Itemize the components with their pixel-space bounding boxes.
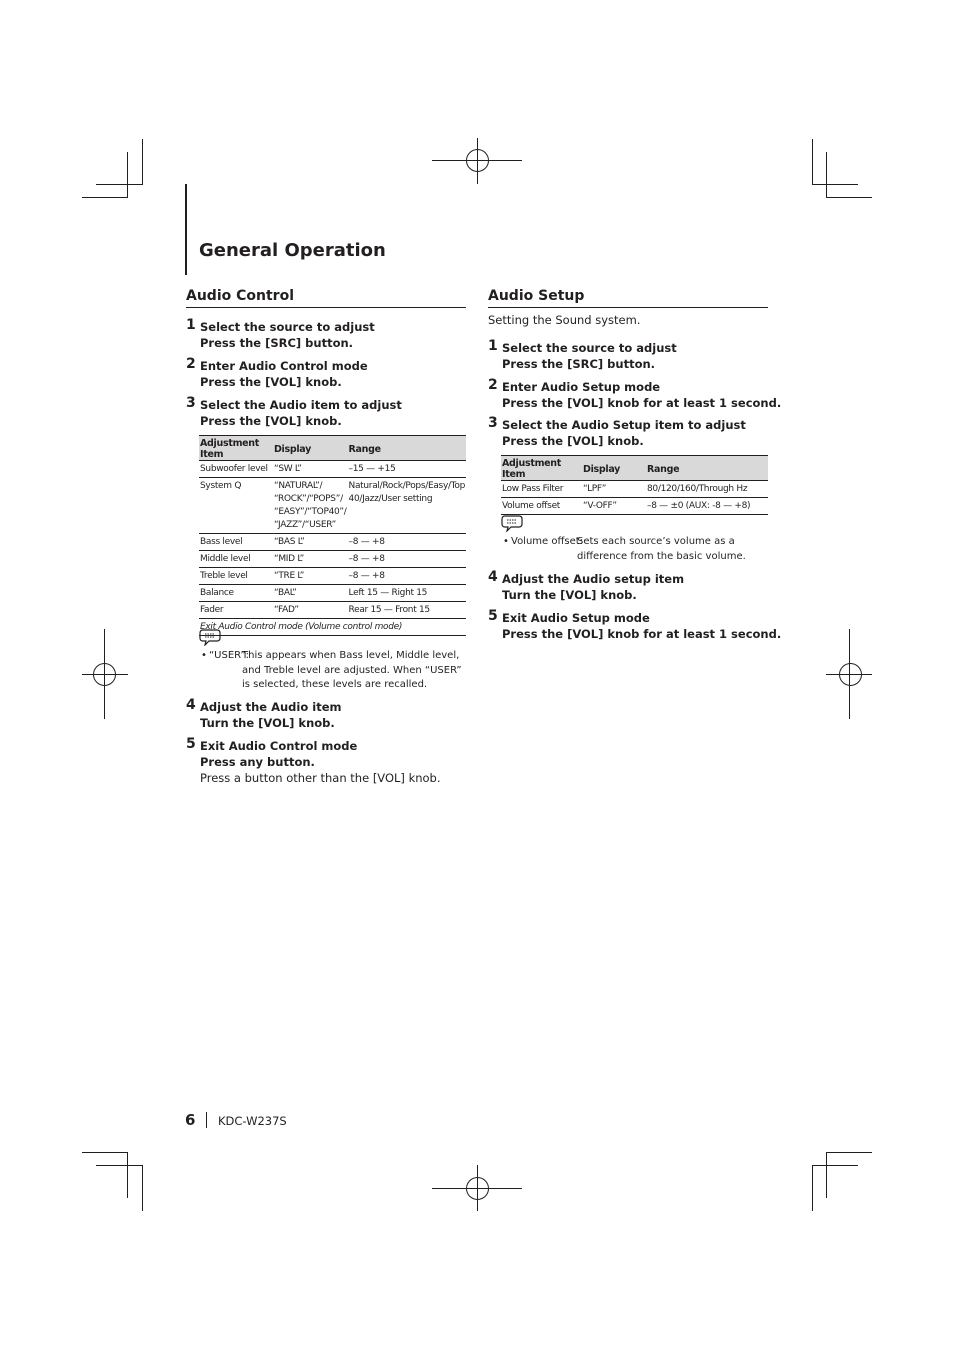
section-title-audio-control: Audio Control [186,288,294,304]
step-desc-extra: Press a button other than the [VOL] knob. [200,771,441,785]
table-row [199,461,466,478]
cell-display: “MID L” [273,551,348,568]
audio-control-table [199,435,466,636]
page-title: General Operation [199,240,386,261]
table-row [199,478,466,534]
step-number: 4 [186,697,196,713]
note-text: Sets each source’s volume as a difference from the basic volume. [577,536,746,562]
cell-display: “BAL” [273,585,348,602]
step-number: 1 [488,338,498,354]
step-desc: Press the [VOL] knob. [200,414,342,428]
table-header-row [501,456,768,481]
step-title: Adjust the Audio setup item [502,572,685,586]
step-desc: Press the [VOL] knob. [502,434,644,448]
note-label: Volume offset: [511,536,584,547]
cell-display: “SW L” [273,461,348,478]
step-desc: Press the [VOL] knob for at least 1 second. [502,396,782,410]
table-footer: Exit Audio Control mode (Volume control mode) [199,619,466,636]
step-desc: Press the [SRC] button. [200,336,354,350]
step-title: Select the source to adjust [200,320,375,334]
cell-display: “NATURAL”/ “ROCK”/“POPS”/ “EASY”/“TOP40”/ “JAZZ”/“USER” [273,478,348,534]
section-intro: Setting the Sound system. [488,313,641,327]
step-desc: Turn the [VOL] knob. [502,588,637,602]
step-title: Adjust the Audio item [200,700,342,714]
table-header-row [199,436,466,461]
cell-item: Fader [199,602,273,619]
step-title: Select the source to adjust [502,341,677,355]
cell-display: “TRE L” [273,568,348,585]
cell-item: Middle level [199,551,273,568]
step-desc: Press the [VOL] knob for at least 1 second. [502,627,782,641]
cell-range: –15 — +15 [348,461,466,478]
title-bar-accent [185,184,187,275]
table-row [199,551,466,568]
cell-display: “FAD” [273,602,348,619]
step-title: Enter Audio Control mode [200,359,368,373]
audio-setup-table [501,455,768,515]
column-header: Range [348,436,466,461]
cell-display: “V-OFF” [582,498,646,515]
cell-range: –8 — +8 [348,568,466,585]
step-desc: Press any button. [200,755,315,769]
section-rule [488,307,768,308]
step-number: 5 [488,608,498,624]
cell-display: “BAS L” [273,534,348,551]
table-row [199,534,466,551]
table-row [199,602,466,619]
table-row [501,498,768,515]
column-header: Range [646,456,768,481]
cell-item: Balance [199,585,273,602]
step-desc: Press the [VOL] knob. [200,375,342,389]
note-label: “USER”: [209,650,250,661]
step-number: 4 [488,569,498,585]
cell-item: System Q [199,478,273,534]
cell-range: –8 — +8 [348,551,466,568]
step-title: Enter Audio Setup mode [502,380,661,394]
table-row [199,568,466,585]
table-footer-row [199,619,466,636]
note-icon [501,514,523,532]
step-number: 2 [186,356,196,372]
cell-range: –8 — ±0 (AUX: -8 — +8) [646,498,768,515]
column-header: Display [582,456,646,481]
step-desc: Press the [SRC] button. [502,357,656,371]
step-title: Exit Audio Control mode [200,739,358,753]
column-header: Adjustment Item [501,456,582,481]
step-number: 5 [186,736,196,752]
cell-display: “LPF” [582,481,646,498]
step-number: 3 [488,415,498,431]
column-header: Display [273,436,348,461]
note-icon [199,628,221,646]
cell-range: Left 15 — Right 15 [348,585,466,602]
cell-range: 80/120/160/Through Hz [646,481,768,498]
table-row [501,481,768,498]
cell-item: Treble level [199,568,273,585]
step-number: 1 [186,317,196,333]
model-name: KDC-W237S [218,1114,287,1128]
footer-separator [206,1112,207,1128]
column-header: Adjustment Item [199,436,273,461]
cell-item: Subwoofer level [199,461,273,478]
step-title: Select the Audio item to adjust [200,398,402,412]
cell-item: Bass level [199,534,273,551]
table-row [199,585,466,602]
note-text: This appears when Bass level, Middle level, and Treble level are adjusted. When “USER” is selected, these levels are recalled. [242,650,462,690]
step-desc: Turn the [VOL] knob. [200,716,335,730]
step-number: 3 [186,395,196,411]
cell-range: Rear 15 — Front 15 [348,602,466,619]
step-title: Exit Audio Setup mode [502,611,650,625]
cell-item: Low Pass Filter [501,481,582,498]
section-title-audio-setup: Audio Setup [488,288,585,304]
cell-item: Volume offset [501,498,582,515]
step-title: Select the Audio Setup item to adjust [502,418,746,432]
step-number: 2 [488,377,498,393]
page-number: 6 [185,1111,196,1129]
cell-range: –8 — +8 [348,534,466,551]
cell-range: Natural/Rock/Pops/Easy/Top 40/Jazz/User setting [348,478,466,534]
section-rule [186,307,466,308]
